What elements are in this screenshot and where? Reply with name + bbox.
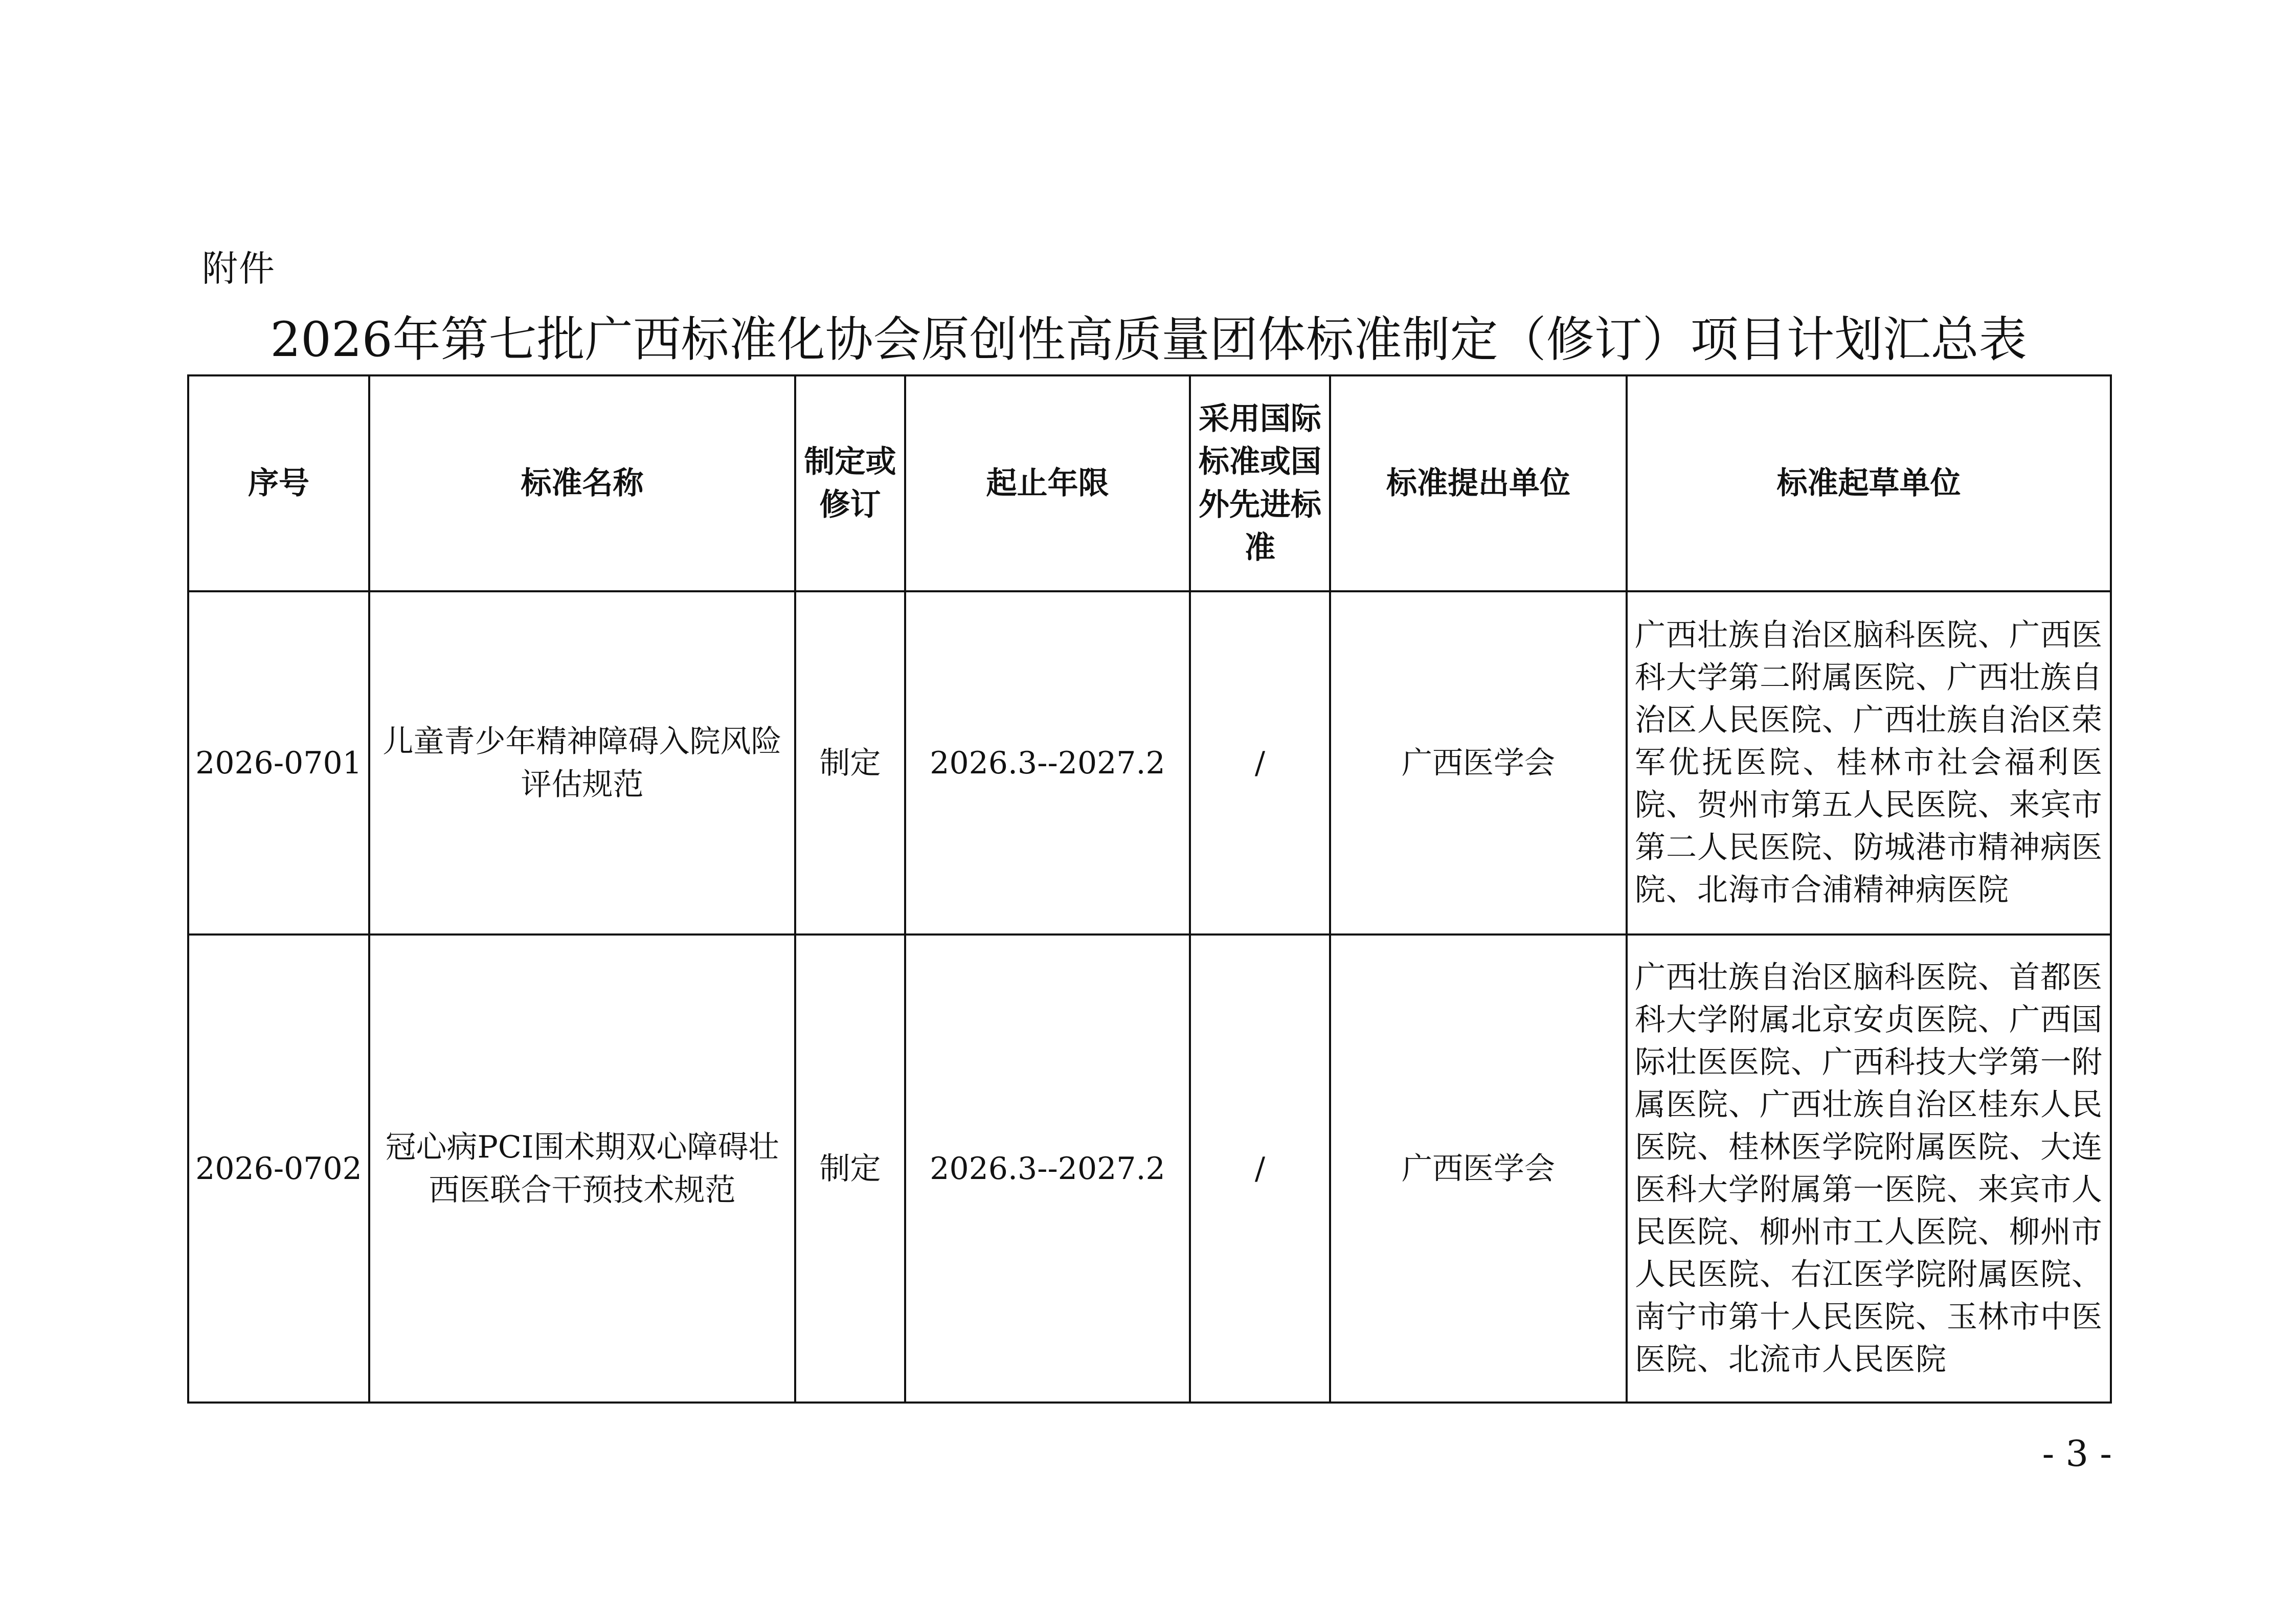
cell-proposer: 广西医学会 — [1330, 591, 1627, 935]
header-adopt-international: 采用国际标准或国外先进标准 — [1190, 375, 1330, 591]
header-serial: 序号 — [188, 375, 369, 591]
cell-period: 2026.3--2027.2 — [905, 935, 1190, 1403]
cell-standard-name: 儿童青少年精神障碍入院风险评估规范 — [369, 591, 795, 935]
cell-drafter: 广西壮族自治区脑科医院、广西医科大学第二附属医院、广西壮族自治区人民医院、广西壮族自治区荣军优抚医院、桂林市社会福利医院、贺州市第五人民医院、来宾市第二人民医院、防城港市精神病医院、北海市合浦精神病医院 — [1627, 591, 2111, 935]
attachment-label: 附件 — [202, 248, 276, 290]
header-period: 起止年限 — [905, 375, 1190, 591]
cell-standard-name: 冠心病PCI围术期双心障碍壮西医联合干预技术规范 — [369, 935, 795, 1403]
document-title: 2026年第七批广西标准化协会原创性高质量团体标准制定（修订）项目计划汇总表 — [270, 312, 2027, 368]
cell-adopt-international: / — [1190, 591, 1330, 935]
cell-proposer: 广西医学会 — [1330, 935, 1627, 1403]
cell-drafter: 广西壮族自治区脑科医院、首都医科大学附属北京安贞医院、广西国际壮医医院、广西科技大学第一附属医院、广西壮族自治区桂东人民医院、桂林医学院附属医院、大连医科大学附属第一医院、来宾市人民医院、柳州市工人医院、柳州市人民医院、右江医学院附属医院、南宁市第十人民医院、玉林市中医医院、北流市人民医院 — [1627, 935, 2111, 1403]
cell-type: 制定 — [795, 935, 905, 1403]
header-standard-name: 标准名称 — [369, 375, 795, 591]
cell-serial: 2026-0702 — [188, 935, 369, 1403]
table-row — [188, 935, 2111, 1403]
table-row — [188, 591, 2111, 935]
cell-serial: 2026-0701 — [188, 591, 369, 935]
header-type: 制定或修订 — [795, 375, 905, 591]
table-header-row — [188, 375, 2111, 591]
cell-adopt-international: / — [1190, 935, 1330, 1403]
plan-summary-table — [187, 374, 2112, 1404]
cell-period: 2026.3--2027.2 — [905, 591, 1190, 935]
header-proposer: 标准提出单位 — [1330, 375, 1627, 591]
page-number: - 3 - — [2042, 1433, 2112, 1475]
header-drafter: 标准起草单位 — [1627, 375, 2111, 591]
cell-type: 制定 — [795, 591, 905, 935]
